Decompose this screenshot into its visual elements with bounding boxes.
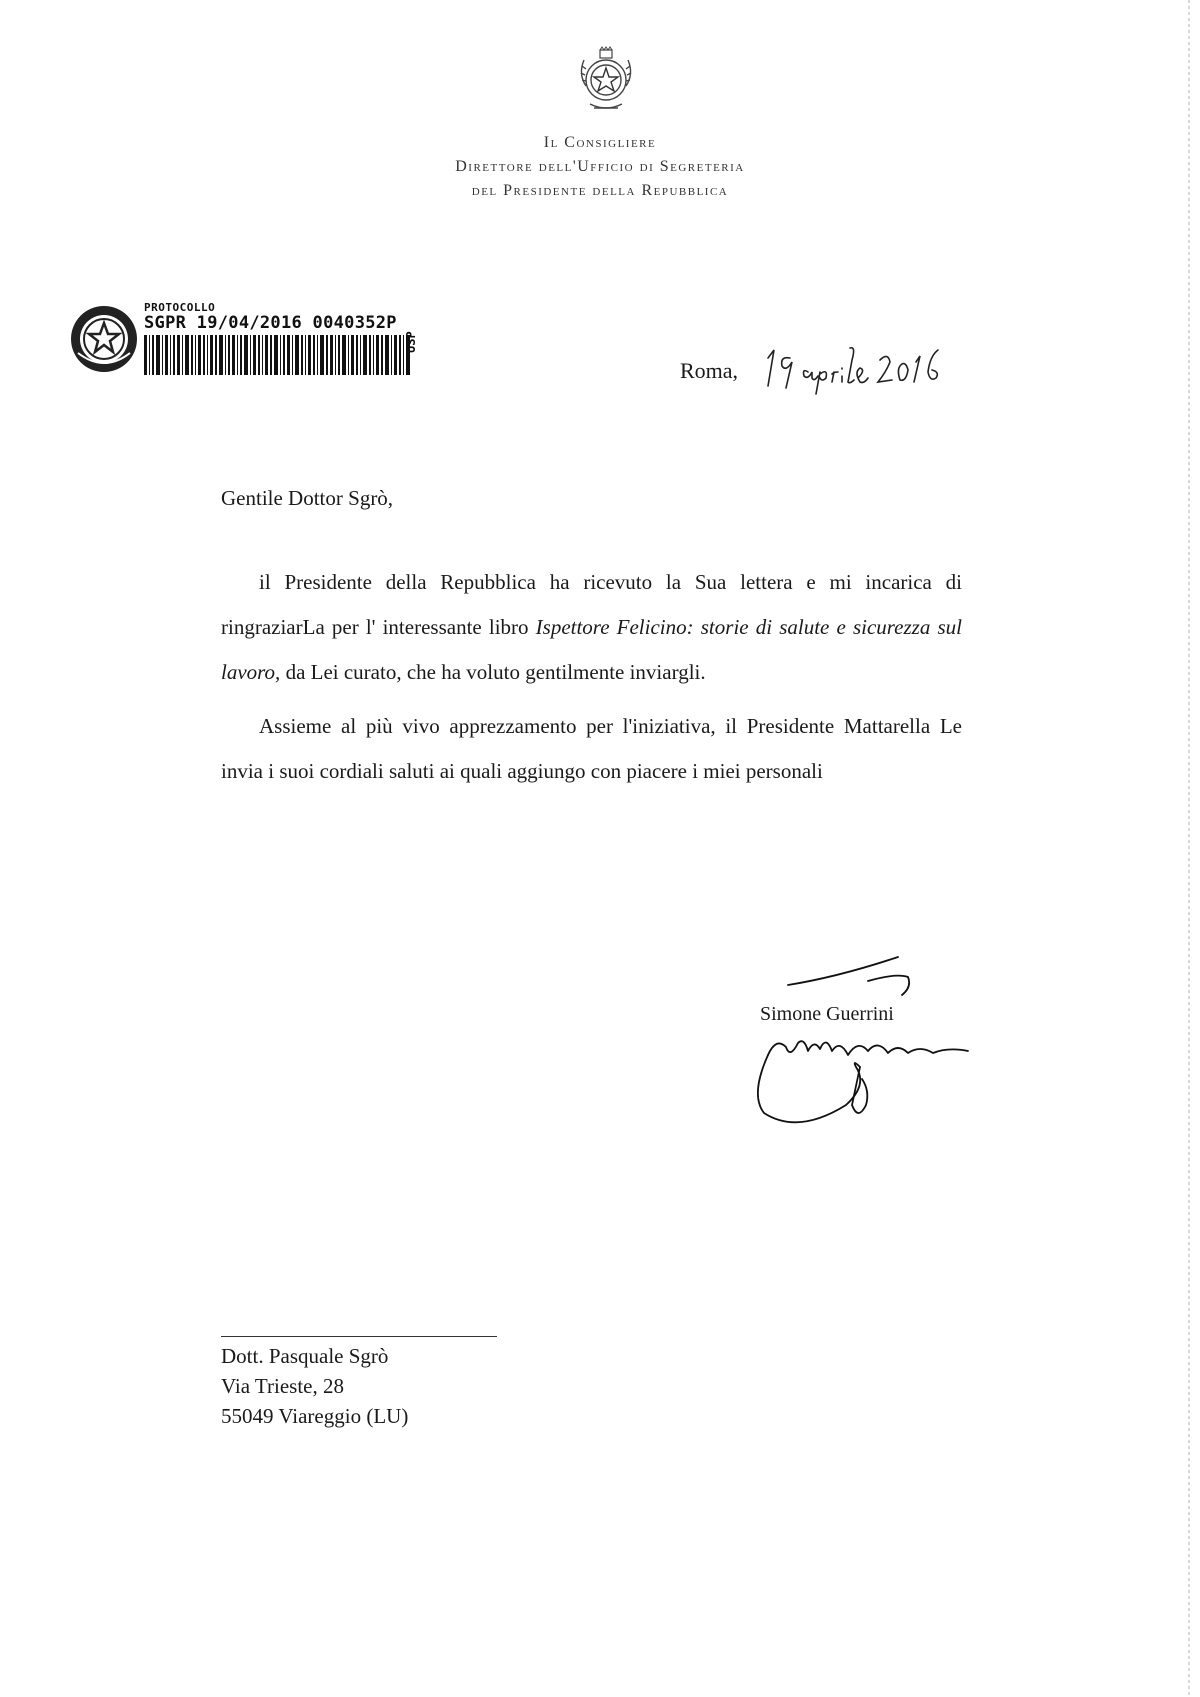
protocol-label: PROTOCOLLO [144, 301, 216, 314]
paragraph-2: Assieme al più vivo apprezzamento per l'iniziativa, il Presidente Mattarella Le invia i suoi cordiali saluti ai quali aggiungo con piacere i miei personali [221, 714, 962, 783]
handwritten-date [760, 338, 960, 398]
paragraph-1 [221, 560, 962, 695]
republic-emblem-icon [572, 46, 640, 118]
salutation: Gentile Dottor Sgrò, [221, 486, 394, 510]
header-title: Il Consigliere [543, 134, 657, 151]
signer-name: Simone Guerrini [760, 1003, 894, 1025]
protocol-side-code: USP [404, 331, 418, 353]
recipient-street: Via Trieste, 28 [221, 1374, 344, 1398]
paragraph-1-text: il Presidente della Repubblica ha ricevuto la Sua lettera e mi incarica di ringraziarLa per l' interessante libro [221, 570, 962, 639]
book-title: Ispettore Felicino: storie di salute e sicurezza sul lavoro, [221, 615, 962, 684]
header-presidency: del Presidente della Repubblica [471, 182, 729, 199]
protocol-code: SGPR 19/04/2016 0040352P [144, 313, 397, 333]
recipient-city: 55049 Viareggio (LU) [221, 1404, 409, 1428]
dateline-place: Roma, [680, 358, 739, 383]
handwritten-signature [728, 955, 1028, 1130]
address-rule [221, 1336, 497, 1337]
scan-edge [1188, 0, 1190, 1697]
republic-emblem-icon [68, 303, 140, 375]
paragraph-1-tail: da Lei curato, che ha voluto gentilmente inviargli. [280, 660, 706, 684]
recipient-name: Dott. Pasquale Sgrò [221, 1344, 389, 1368]
protocol-stamp [68, 303, 428, 381]
header-office: Direttore dell'Ufficio di Segreteria [455, 158, 745, 175]
handwritten-date-text: 19 aprile 2016 [760, 338, 768, 339]
barcode-icon [144, 335, 412, 375]
